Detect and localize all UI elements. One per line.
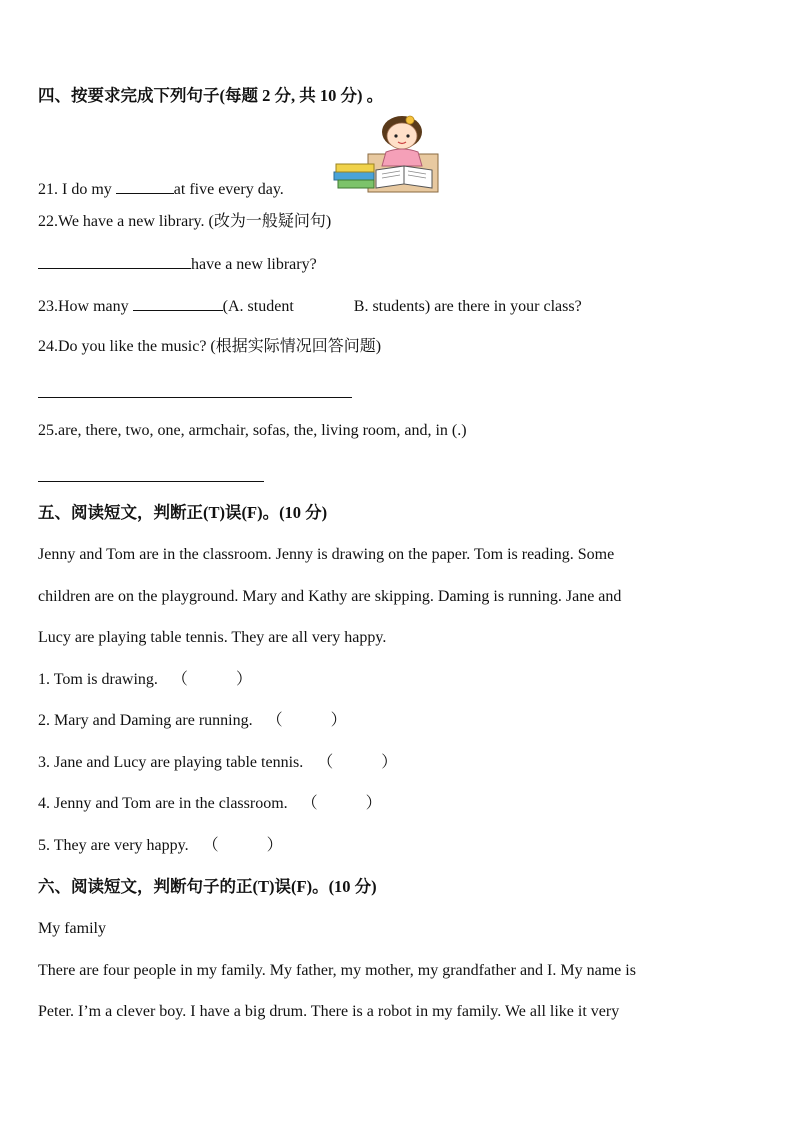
item-2-paren-open: （ — [266, 712, 283, 729]
question-22: 22.We have a new library. (改为一般疑问句) — [38, 213, 332, 230]
question-21-before: 21. I do my — [38, 181, 116, 198]
item-4-paren-open: （ — [301, 795, 318, 812]
section-5-passage-line-1: Jenny and Tom are in the classroom. Jenny is drawing on the paper. Tom is reading. Some — [38, 546, 615, 563]
section-5-passage-line-3: Lucy are playing table tennis. They are all very happy. — [38, 629, 387, 646]
section-6-passage-line-1: There are four people in my family. My father, my mother, my grandfather and I. My name is — [38, 962, 636, 979]
item-3-paren-open: （ — [317, 754, 334, 771]
question-22-after: have a new library? — [191, 256, 317, 273]
section-6-title: My family — [38, 920, 106, 937]
section-4-heading: 四、按要求完成下列句子(每题 2 分, 共 10 分) 。 — [38, 86, 384, 105]
section-5-heading: 五、阅读短文，判断正(T)误(F)。(10 分) — [38, 503, 328, 522]
question-22-answer — [38, 254, 317, 275]
question-25: 25.are, there, two, one, armchair, sofas, the, living room, and, in (.) — [38, 422, 467, 439]
question-23-blank[interactable] — [133, 296, 223, 311]
item-4-text: 4. Jenny and Tom are in the classroom. — [38, 795, 288, 812]
section-6-heading: 六、阅读短文，判断句子的正(T)误(F)。(10 分) — [38, 877, 377, 896]
item-5-paren-open: （ — [202, 837, 219, 854]
question-23-option-a: (A. student — [222, 298, 294, 315]
true-false-item-2 — [38, 711, 347, 731]
item-3-paren-close: ） — [381, 754, 398, 771]
question-23-option-b: B. students) are there in your class? — [353, 298, 582, 315]
question-24: 24.Do you like the music? (根据实际情况回答问题) — [38, 338, 382, 355]
question-24-answer-line[interactable] — [38, 397, 352, 398]
item-1-text: 1. Tom is drawing. — [38, 671, 158, 688]
item-3-text: 3. Jane and Lucy are playing table tennis. — [38, 754, 304, 771]
section-5-passage-line-2: children are on the playground. Mary and Kathy are skipping. Daming is running. Jane and — [38, 588, 622, 605]
item-5-text: 5. They are very happy. — [38, 837, 189, 854]
item-2-paren-close: ） — [330, 712, 347, 729]
item-4-paren-close: ） — [365, 795, 382, 812]
question-21 — [38, 179, 284, 200]
true-false-item-1 — [38, 670, 252, 690]
true-false-item-5 — [38, 836, 283, 856]
question-23-before: 23.How many — [38, 298, 133, 315]
question-21-blank[interactable] — [116, 179, 174, 194]
question-25-answer-line[interactable] — [38, 481, 264, 482]
question-22-blank[interactable] — [38, 254, 191, 269]
question-23 — [38, 296, 582, 317]
item-5-paren-close: ） — [266, 837, 283, 854]
section-6-passage-line-2: Peter. I’m a clever boy. I have a big drum. There is a robot in my family. We all like it very — [38, 1003, 620, 1020]
item-1-paren-open: （ — [171, 671, 188, 688]
item-2-text: 2. Mary and Daming are running. — [38, 712, 253, 729]
item-1-paren-close: ） — [235, 671, 252, 688]
true-false-item-3 — [38, 753, 397, 773]
girl-reading-illustration — [330, 114, 442, 198]
true-false-item-4 — [38, 794, 382, 814]
question-21-after: at five every day. — [173, 181, 284, 198]
